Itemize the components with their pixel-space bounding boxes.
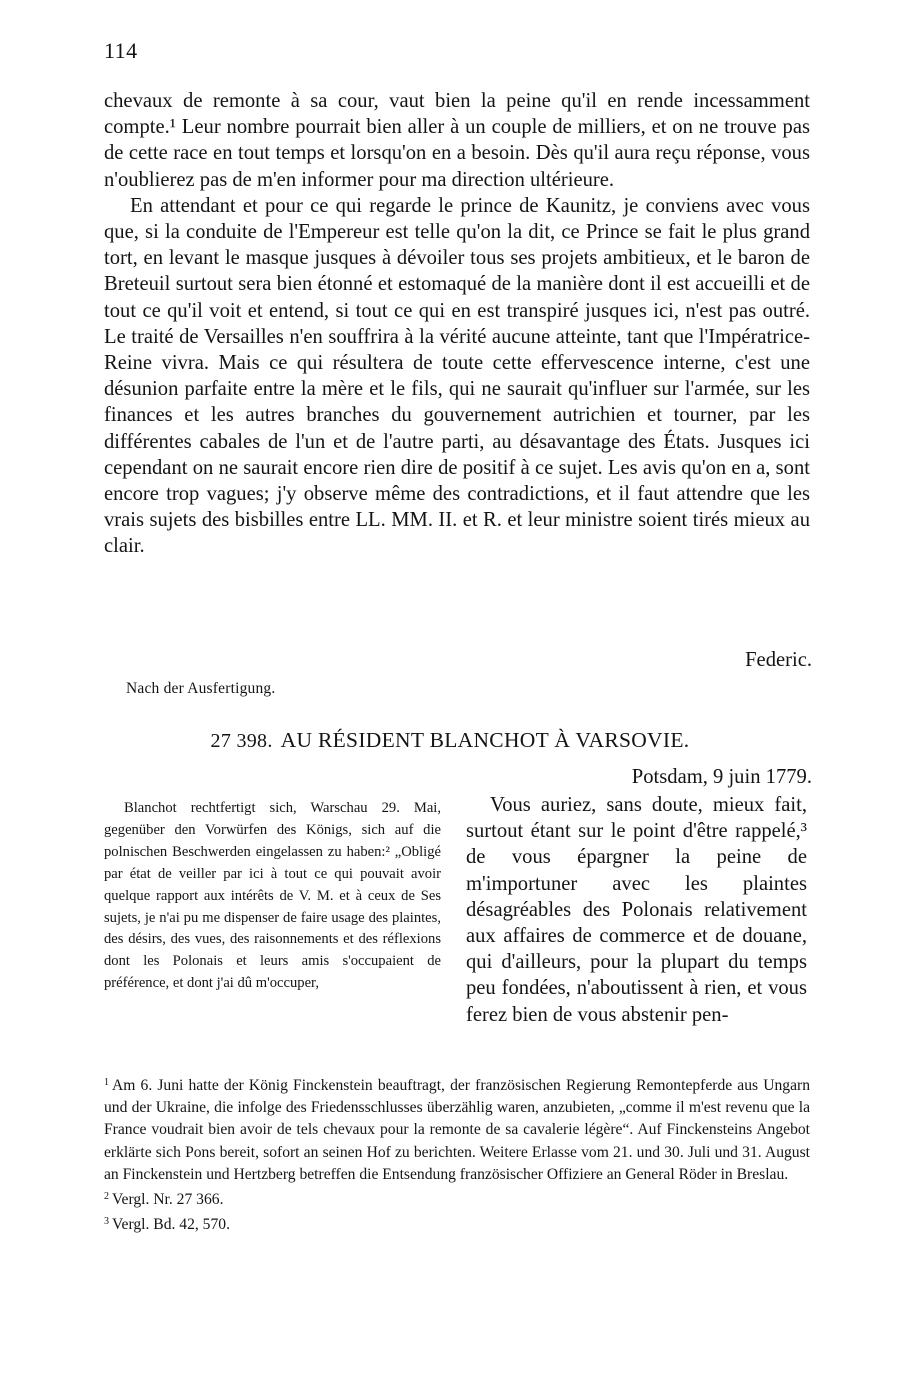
page-number: 114 [104, 38, 138, 63]
letter-text: Vous auriez, sans doute, mieux fait, surtout étant sur le point d'être rappelé,³ de vous épargner la peine de m'importuner avec les plaintes désagréables des Polonais relativement aux affaires de commerce et de douane, qui d'ailleurs, pour la plupart du temps peu fondées, n'aboutissent à rien, et vous ferez bien de vous abstenir pen- [466, 794, 807, 1026]
dateline: Potsdam, 9 juin 1779. [631, 766, 812, 788]
footnote-marker: 2 [104, 1191, 109, 1203]
paragraph-2: En attendant et pour ce qui regarde le prince de Kaunitz, je conviens avec vous que, si la conduite de l'Empereur est telle qu'on la dit, ce Prince se fait le plus grand tort, en levant le masque jusques à dévoiler tous ses projets ambitieux, et le baron de Breteuil surtout sera bien étonné et estomaqué de la manière dont il est accueilli et de tout ce qu'il voit et entend, si tout ce qui en est transpiré jusques ici, n'est pas outré. Le traité de Versailles n'en souffrira à la vérité aucune atteinte, tant que l'Impératrice-Reine vivra. Mais ce qui résultera de toute cette effervescence interne, c'est une désunion parfaite entre la mère et le fils, qui ne saurait qu'influer sur l'armée, sur les finances et les autres branches du gouvernement autrichien et tourner, par les différentes cabales de l'un et de l'autre parti, au désavantage des États. Jusques ici cependant on ne saurait encore rien dire de positif à ce sujet. Les avis qu'on en a, sont encore trop vagues; j'y observe même des contradictions, et il faut attendre que les vrais sujets des bisbilles entre LL. MM. II. et R. et leur ministre soient tirés mieux au clair. [104, 194, 810, 558]
summary-column [104, 798, 441, 995]
footnote-3 [104, 1211, 810, 1236]
letter-heading [0, 728, 900, 753]
footnote-text: Am 6. Juni hatte der König Finckenstein beauftragt, der französischen Regierung Remontepferde aus Ungarn und der Ukraine, die infolge des Friedensschlusses überzählig waren, anzubieten, „comme il m'est revenu que la France voudrait bien avoir de tels chevaux pour la remonte de sa cavalerie légère“. Auf Finckensteins Angebot erklärte sich Pons bereit, sofort an seinen Hof zu berichten. Weitere Erlasse vom 21. und 30. Juli und 31. August an Finckenstein und Hertzberg betreffen die Entsendung französischer Offiziere an General Röder in Breslau. [104, 1077, 810, 1183]
letter-title: AU RÉSIDENT BLANCHOT À VARSOVIE. [280, 728, 690, 752]
signature: Federic. [745, 649, 812, 671]
main-text [104, 88, 810, 560]
footnote-text: Vergl. Bd. 42, 570. [112, 1216, 230, 1234]
paragraph-1: chevaux de remonte à sa cour, vaut bien la peine qu'il en rende incessamment compte.¹ Leur nombre pourrait bien aller à un couple de milliers, et on ne trouve pas de cette race en tout temps et lorsqu'on en a besoin. Dès qu'il aura reçu réponse, vous n'oublierez pas de m'en informer pour ma direction ultérieure. [104, 90, 810, 191]
footnote-marker: 3 [104, 1216, 109, 1228]
footnote-marker: 1 [104, 1077, 109, 1088]
source-note: Nach der Ausfertigung. [126, 680, 276, 697]
letter-number: 27 398. [210, 730, 273, 752]
footnote-text: Vergl. Nr. 27 366. [112, 1191, 224, 1209]
footnotes [104, 1072, 810, 1236]
summary-text: Blanchot rechtfertigt sich, Warschau 29. Mai, gegenüber den Vorwürfen des Königs, sich auf die polnischen Beschwerden eingelassen zu haben:² „Obligé par état de veiller par ici à tout ce qui pouvait avoir quelque rapport aux intérêts de V. M. et à ceux de Ses sujets, je n'ai pu me dispenser de faire usage des plaintes, des désirs, des vues, des raisonnements et des réflexions dont les Polonais et leurs amis s'occupaient de préférence, et dont j'ai dû m'occuper, [104, 800, 441, 992]
footnote-1 [104, 1072, 810, 1186]
letter-column [466, 792, 807, 1028]
footnote-2 [104, 1186, 810, 1211]
